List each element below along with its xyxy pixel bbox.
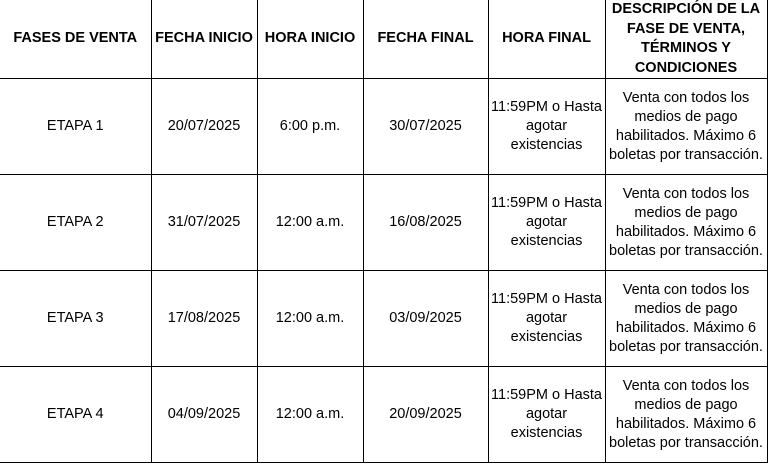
table-row (0, 271, 767, 367)
cell-hora-final: 11:59PM o Hasta agotar existencias (488, 175, 605, 271)
header-fases-de-venta: FASES DE VENTA (0, 0, 151, 79)
cell-fase: ETAPA 4 (0, 367, 151, 463)
cell-fecha-inicio: 04/09/2025 (151, 367, 257, 463)
cell-hora-inicio: 6:00 p.m. (257, 79, 363, 175)
cell-hora-final: 11:59PM o Hasta agotar existencias (488, 271, 605, 367)
table-row (0, 175, 767, 271)
cell-hora-inicio: 12:00 a.m. (257, 175, 363, 271)
cell-fase: ETAPA 3 (0, 271, 151, 367)
cell-descripcion: Venta con todos los medios de pago habilitados. Máximo 6 boletas por transacción. (605, 79, 767, 175)
table-body (0, 79, 767, 463)
table-header (0, 0, 767, 79)
cell-hora-inicio: 12:00 a.m. (257, 367, 363, 463)
cell-hora-inicio: 12:00 a.m. (257, 271, 363, 367)
cell-descripcion: Venta con todos los medios de pago habilitados. Máximo 6 boletas por transacción. (605, 271, 767, 367)
cell-fecha-inicio: 17/08/2025 (151, 271, 257, 367)
cell-fecha-inicio: 31/07/2025 (151, 175, 257, 271)
header-row (0, 0, 767, 79)
cell-hora-final: 11:59PM o Hasta agotar existencias (488, 367, 605, 463)
cell-fecha-final: 30/07/2025 (363, 79, 488, 175)
header-descripcion: DESCRIPCIÓN DE LA FASE DE VENTA, TÉRMINOS Y CONDICIONES (605, 0, 767, 79)
cell-descripcion: Venta con todos los medios de pago habilitados. Máximo 6 boletas por transacción. (605, 175, 767, 271)
cell-fase: ETAPA 1 (0, 79, 151, 175)
table-row (0, 367, 767, 463)
cell-fase: ETAPA 2 (0, 175, 151, 271)
cell-fecha-final: 20/09/2025 (363, 367, 488, 463)
cell-fecha-inicio: 20/07/2025 (151, 79, 257, 175)
cell-fecha-final: 03/09/2025 (363, 271, 488, 367)
cell-hora-final: 11:59PM o Hasta agotar existencias (488, 79, 605, 175)
table-row (0, 79, 767, 175)
header-fecha-final: FECHA FINAL (363, 0, 488, 79)
header-hora-inicio: HORA INICIO (257, 0, 363, 79)
cell-fecha-final: 16/08/2025 (363, 175, 488, 271)
header-fecha-inicio: FECHA INICIO (151, 0, 257, 79)
header-hora-final: HORA FINAL (488, 0, 605, 79)
cell-descripcion: Venta con todos los medios de pago habilitados. Máximo 6 boletas por transacción. (605, 367, 767, 463)
